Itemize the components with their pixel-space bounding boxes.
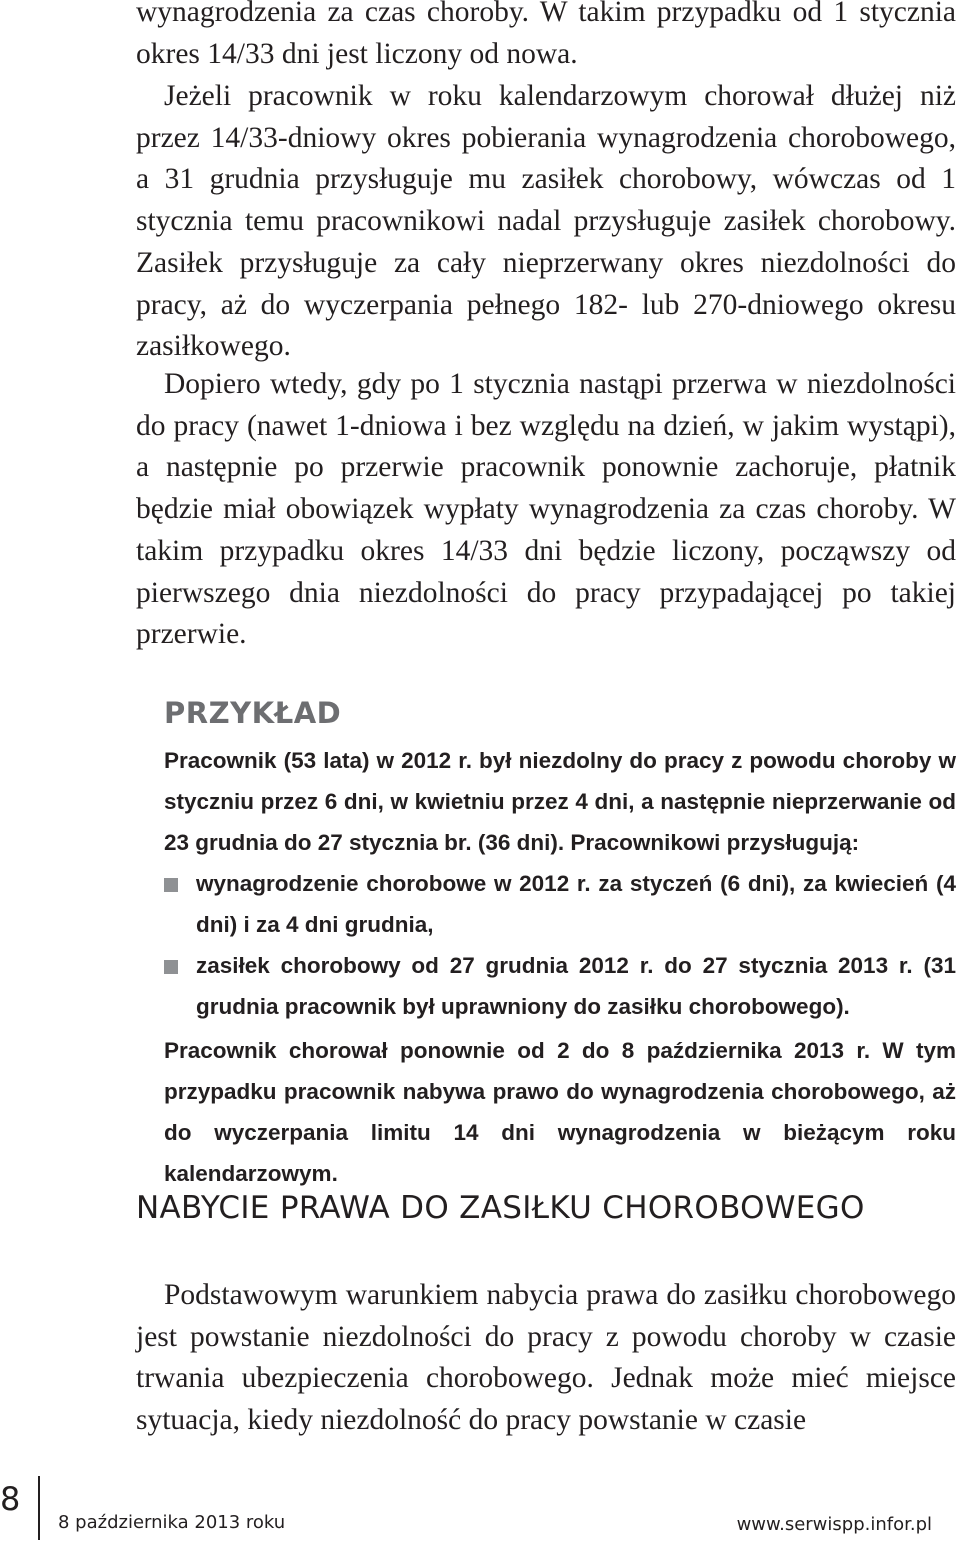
section-title: NABYCIE PRAWA DO ZASIŁKU CHOROBOWEGO xyxy=(136,1190,865,1226)
footer-divider xyxy=(38,1476,40,1540)
list-item-text: wynagrodzenie chorobowe w 2012 r. za styczeń (6 dni), za kwiecień (4 dni) i za 4 dni grudnia, xyxy=(196,871,956,937)
example-intro: Pracownik (53 lata) w 2012 r. był niezdolny do pracy z powodu choroby w styczniu przez 6 dni, w kwietniu przez 4 dni, a następnie nieprzerwanie od 23 grudnia do 27 stycznia br. (36 dni). Pracownikowi przysługują: xyxy=(164,748,956,855)
section-paragraph-1: Podstawowym warunkiem nabycia prawa do zasiłku chorobowego jest powstanie niezdolności do pracy z powodu choroby w czasie trwania ubezpieczenia chorobowego. Jednak może mieć miejsce sytuacja, kiedy niezdolność do pracy powstanie w czasie xyxy=(136,1279,956,1437)
body-paragraph-1: wynagrodzenia za czas choroby. W takim przypadku od 1 stycznia okres 14/33 dni jest liczony od nowa. xyxy=(136,0,956,70)
square-bullet-icon xyxy=(164,878,178,892)
example-outro: Pracownik chorował ponownie od 2 do 8 października 2013 r. W tym przypadku pracownik nabywa prawo do wynagrodzenia chorobowego, aż do wyczerpania limitu 14 dni wynagrodzenia w bieżącym roku kalendarzowym. xyxy=(164,1038,956,1186)
body-paragraph-2: Jeżeli pracownik w roku kalendarzowym chorował dłużej niż przez 14/33-dniowy okres pobierania wynagrodzenia chorobowego, a 31 grudnia przysługuje mu zasiłek chorobowy, wówczas od 1 stycznia temu pracownikowi nadal przysługuje zasiłek chorobowy. Zasiłek przysługuje za cały nieprzerwany okres niezdolności do pracy, aż do wyczerpania pełnego 182- lub 270-dniowego okresu zasiłkowego. xyxy=(136,80,956,363)
list-item xyxy=(164,945,956,1027)
example-bullet-list xyxy=(164,863,956,1027)
example-heading: PRZYKŁAD xyxy=(164,696,342,730)
body-paragraph-3: Dopiero wtedy, gdy po 1 stycznia nastąpi przerwa w niezdolności do pracy (nawet 1-dniowa i bez względu na dzień, w jakim wystąpi), a następnie po przerwie pracownik ponownie zachoruje, płatnik będzie miał obowiązek wypłaty wynagrodzenia za czas choroby. W takim przypadku okres 14/33 dni będzie liczony, począwszy od pierwszego dnia niezdolności do pracy przypadającej po takiej przerwie. xyxy=(136,368,956,651)
list-item-text: zasiłek chorobowy od 27 grudnia 2012 r. do 27 stycznia 2013 r. (31 grudnia pracownik był uprawniony do zasiłku chorobowego). xyxy=(196,953,956,1019)
footer-url[interactable]: www.serwispp.infor.pl xyxy=(736,1514,932,1535)
footer-date: 8 października 2013 roku xyxy=(58,1512,286,1533)
page-number: 8 xyxy=(0,1480,21,1518)
list-item xyxy=(164,863,956,945)
square-bullet-icon xyxy=(164,960,178,974)
